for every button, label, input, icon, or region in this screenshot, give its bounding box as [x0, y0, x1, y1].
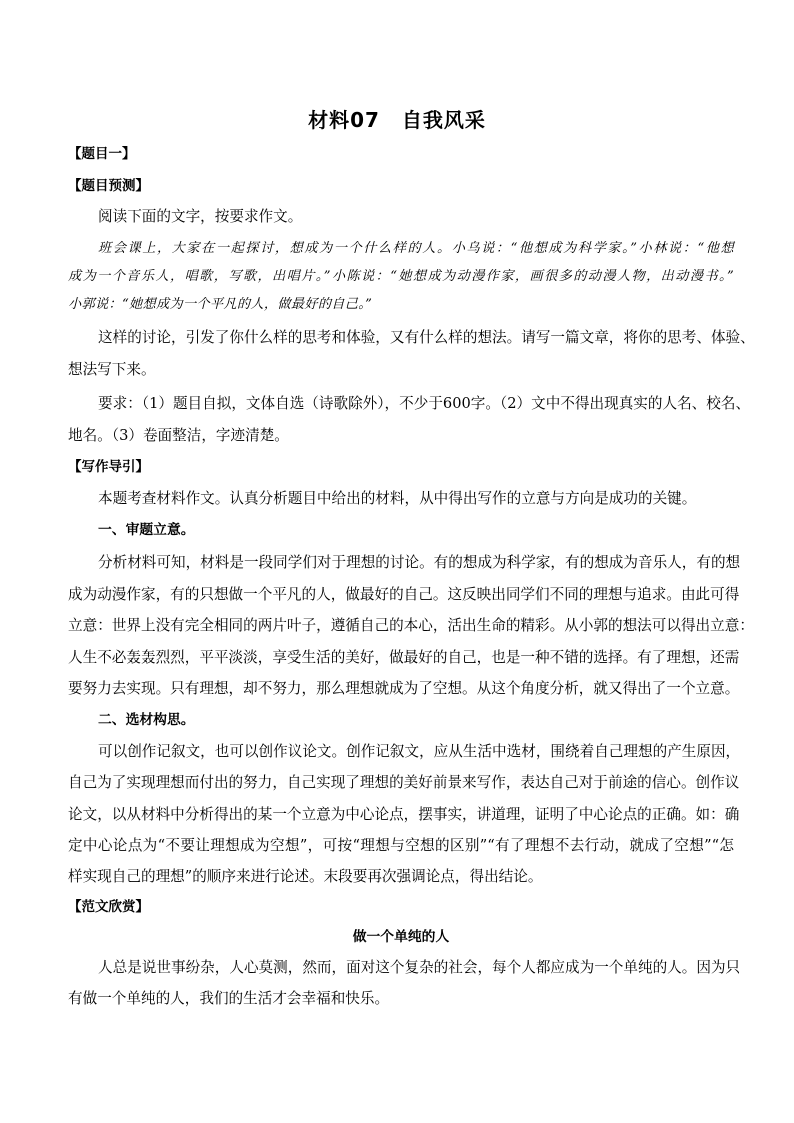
material-line: 班会课上，大家在一起探讨，想成为一个什么样的人。小乌说：“他想成为科学家。”小林说：“他想 [98, 241, 734, 256]
essay-title: 做一个单纯的人 [352, 929, 450, 945]
section-heading: 【题目预测】 [68, 178, 149, 194]
section-heading: 【范文欣赏】 [68, 899, 149, 915]
paragraph-line: 可以创作记叙文，也可以创作议论文。创作记叙文，应从生活中选材，围绕着自己理想的产生原因， [98, 743, 741, 760]
paragraph-line: 定中心论点为“不要让理想成为空想”，可按“理想与空想的区别”“有了理想不去行动，就成了空想”“怎 [68, 837, 734, 854]
material-line: 成为一个音乐人，唱歌，写歌，出唱片。”小陈说：“她想成为动漫作家，画很多的动漫人物，出动漫书。” [68, 269, 734, 284]
section-heading: 【题目一】 [68, 146, 136, 162]
title-part-1: 材料07 [308, 108, 380, 132]
paragraph-line: 有做一个单纯的人，我们的生活才会幸福和快乐。 [68, 990, 390, 1007]
paragraph-line: 本题考查材料作文。认真分析题目中给出的材料，从中得出写作的立意与方向是成功的关键。 [98, 490, 697, 507]
paragraph-line: 这样的讨论，引发了你什么样的思考和体验，又有什么样的想法。请写一篇文章，将你的思考、体验、 [98, 329, 755, 346]
paragraph-line: 成为动漫作家，有的只想做一个平凡的人，做最好的自己。这反映出同学们不同的理想与追求。由此可得 [68, 586, 740, 603]
section-heading: 【写作导引】 [68, 459, 149, 475]
material-line: 小郭说：“她想成为一个平凡的人，做最好的自己。” [68, 297, 373, 312]
paragraph-line: 阅读下面的文字，按要求作文。 [98, 208, 303, 225]
requirements-line: 要求：（1）题目自拟，文体自选（诗歌除外），不少于600字。（2）文中不得出现真实的人名、校名、 [98, 395, 751, 412]
page-title [0, 104, 794, 133]
paragraph-line: 论文，以从材料中分析得出的某一个立意为中心论点，摆事实，讲道理，证明了中心论点的正确。如：确 [68, 806, 740, 823]
paragraph-line: 人生不必轰轰烈烈，平平淡淡，享受生活的美好，做最好的自己，也是一种不错的选择。有了理想，还需 [68, 649, 740, 666]
title-part-2: 自我风采 [401, 108, 486, 132]
paragraph-line: 要努力去实现。只有理想，却不努力，那么理想就成为了空想。从这个角度分析，就又得出了一个立意。 [68, 680, 740, 697]
paragraph-line: 想法写下来。 [68, 361, 156, 378]
paragraph-line: 自己为了实现理想而付出的努力，自己实现了理想的美好前景来写作，表达自己对于前途的信心。创作议 [68, 774, 740, 791]
paragraph-line: 分析材料可知，材料是一段同学们对于理想的讨论。有的想成为科学家，有的想成为音乐人，有的想 [98, 554, 741, 571]
subheading: 一、审题立意。 [98, 522, 195, 538]
paragraph-line: 人总是说世事纷杂，人心莫测，然而，面对这个复杂的社会，每个人都应成为一个单纯的人。因为只 [98, 959, 741, 976]
subheading: 二、选材构思。 [98, 712, 195, 728]
requirements-line: 地名。（3）卷面整洁，字迹清楚。 [68, 427, 289, 444]
paragraph-line: 立意：世界上没有完全相同的两片叶子，遵循自己的本心，活出生命的精彩。从小郭的想法可以得出立意： [68, 617, 754, 634]
paragraph-line: 样实现自己的理想”的顺序来进行论述。末段要再次强调论点，得出结论。 [68, 868, 543, 885]
